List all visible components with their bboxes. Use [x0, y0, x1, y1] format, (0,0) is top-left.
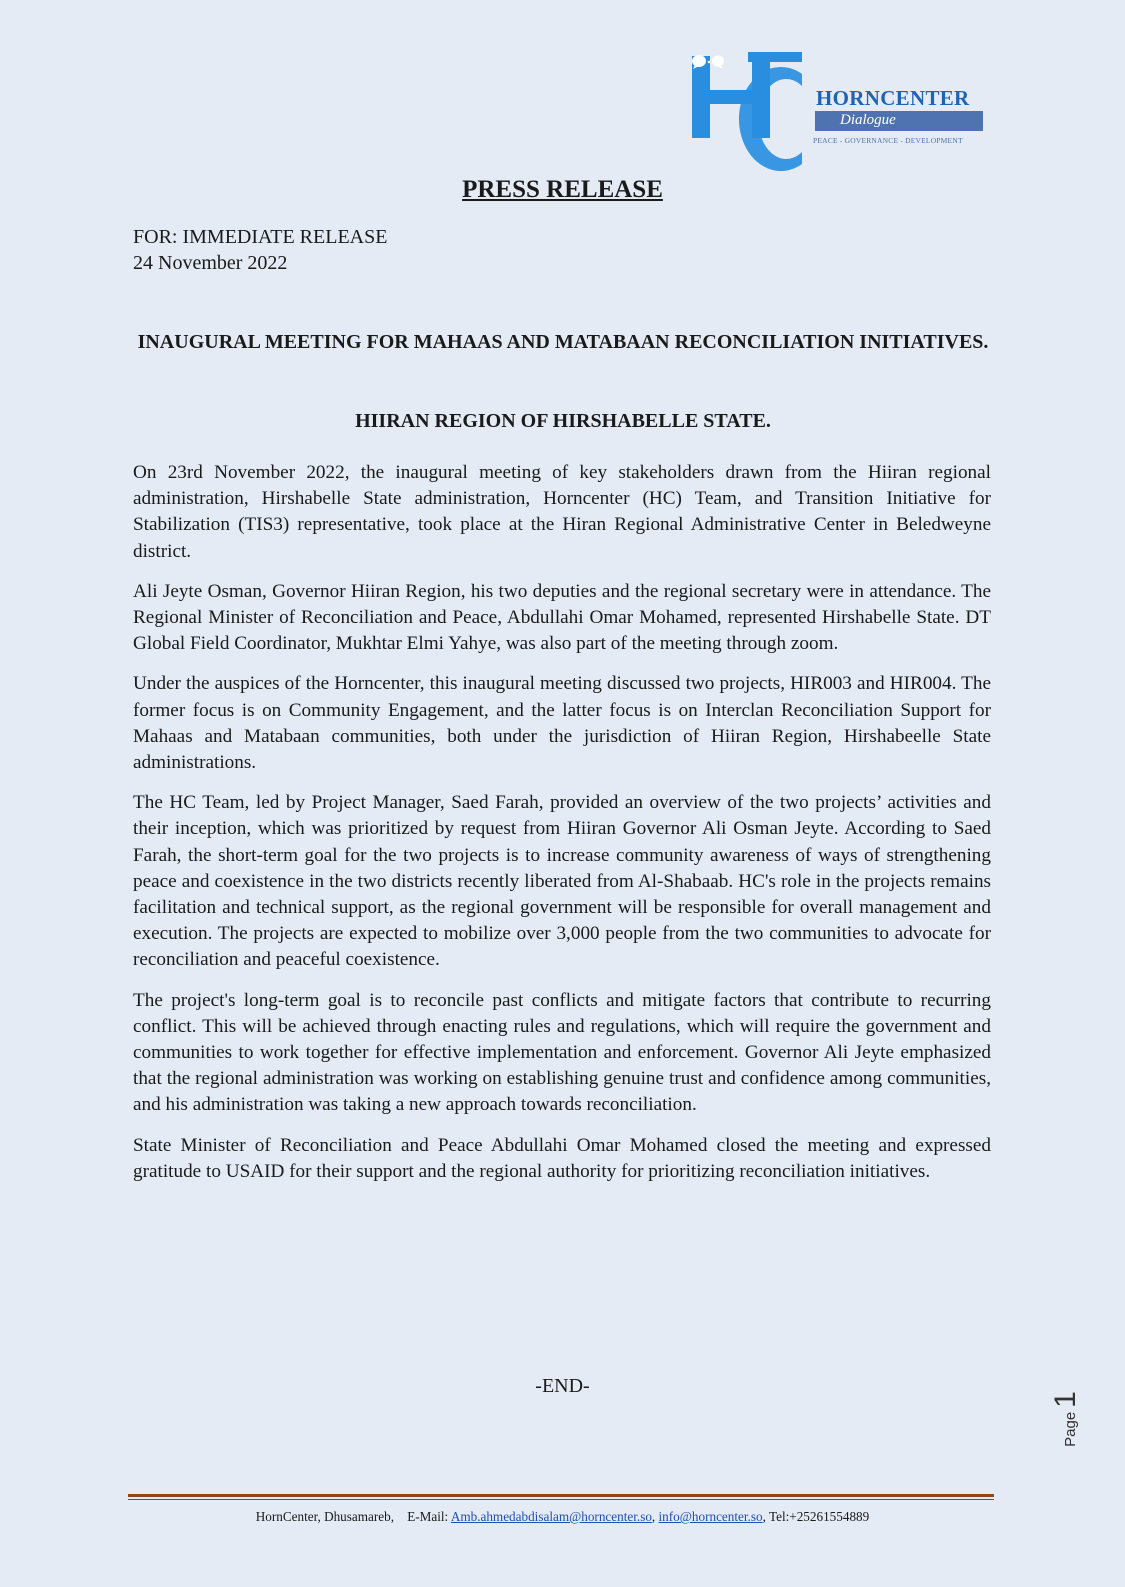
footer-rule: [128, 1494, 994, 1497]
subheadline: HIIRAN REGION OF HIRSHABELLE STATE.: [355, 410, 771, 432]
release-date: 24 November 2022: [133, 252, 288, 274]
page-number-value: 1: [1048, 1391, 1082, 1408]
email-link-ambassador[interactable]: Amb.ahmedabdisalam@horncenter.so: [450, 1509, 652, 1524]
page-number: [1042, 1390, 1102, 1450]
footer-rule-thin: [128, 1499, 994, 1500]
logo-tagline: PEACE - GOVERNANCE - DEVELOPMENT: [813, 136, 963, 145]
footer-phone: Tel:+25261554889: [768, 1509, 870, 1524]
page-title: PRESS RELEASE: [462, 176, 663, 203]
footer-email-label: E-Mail:: [407, 1509, 449, 1524]
paragraph: Under the auspices of the Horncenter, this inaugural meeting discussed two projects, HIR003 and HIR004. The former focus is on Community Engagement, and the latter focus is on Interclan Reconciliation Support for Mahaas and Matabaan communities, both under the jurisdiction of Hiiran Region, Hirshabeelle State administrations.: [133, 673, 991, 774]
footer-separator: ,: [762, 1509, 766, 1524]
footer-org: HornCenter, Dhusamareb,: [255, 1509, 395, 1524]
speech-bubbles-icon: [690, 52, 726, 70]
paragraph: On 23rd November 2022, the inaugural meeting of key stakeholders drawn from the Hiiran regional administration, Hirshabelle State administration, Horncenter (HC) Team, and Transition Initiative for Stabilization (TIS3) representative, took place at the Hiran Regional Administrative Center in Beledweyne district.: [133, 462, 991, 562]
footer-contact: [0, 1509, 1125, 1525]
paragraph: Ali Jeyte Osman, Governor Hiiran Region, his two deputies and the regional secretary were in attendance. The Regional Minister of Reconciliation and Peace, Abdullahi Omar Mohamed, represented Hirshabelle State. DT Global Field Coordinator, Mukhtar Elmi Yahye, was also part of the meeting through zoom.: [133, 580, 991, 655]
logo-subtitle: Dialogue: [840, 112, 896, 128]
logo-brand-name: HORNCENTER: [816, 86, 970, 110]
paragraph: The HC Team, led by Project Manager, Saed Farah, provided an overview of the two projects’ activities and their inception, which was prioritized by request from Hiiran Governor Ali Osman Jeyte. According to Saed Farah, the short-term goal for the two projects is to increase community awareness of ways of strengthening peace and coexistence in the two districts recently liberated from Al-Shabaab. HC's role in the projects remains facilitation and technical support, as the regional government will be responsible for overall management and execution. The projects are expected to mobilize over 3,000 people from the two communities to advocate for reconciliation and peaceful coexistence.: [133, 792, 991, 971]
article-body: [133, 460, 991, 1199]
page-number-label: Page: [1061, 1411, 1079, 1447]
end-mark: -END-: [535, 1375, 590, 1397]
paragraph: The project's long-term goal is to reconcile past conflicts and mitigate factors that contribute to recurring conflict. This will be achieved through enacting rules and regulations, which will require the government and communities to work together for effective implementation and enforcement. Governor Ali Jeyte emphasized that the regional administration was working on establishing genuine trust and confidence among communities, and his administration was taking a new approach towards reconciliation.: [133, 989, 991, 1116]
horncenter-logo: [690, 52, 1000, 182]
hc-monogram-icon: [690, 52, 815, 177]
footer-separator: ,: [651, 1509, 656, 1524]
paragraph: State Minister of Reconciliation and Peace Abdullahi Omar Mohamed closed the meeting and expressed gratitude to USAID for their support and the regional authority for prioritizing reconciliation initiatives.: [133, 1134, 991, 1182]
release-status: FOR: IMMEDIATE RELEASE: [133, 226, 388, 248]
headline: INAUGURAL MEETING FOR MAHAAS AND MATABAAN RECONCILIATION INITIATIVES.: [137, 331, 989, 353]
email-link-info[interactable]: info@horncenter.so: [658, 1509, 763, 1524]
